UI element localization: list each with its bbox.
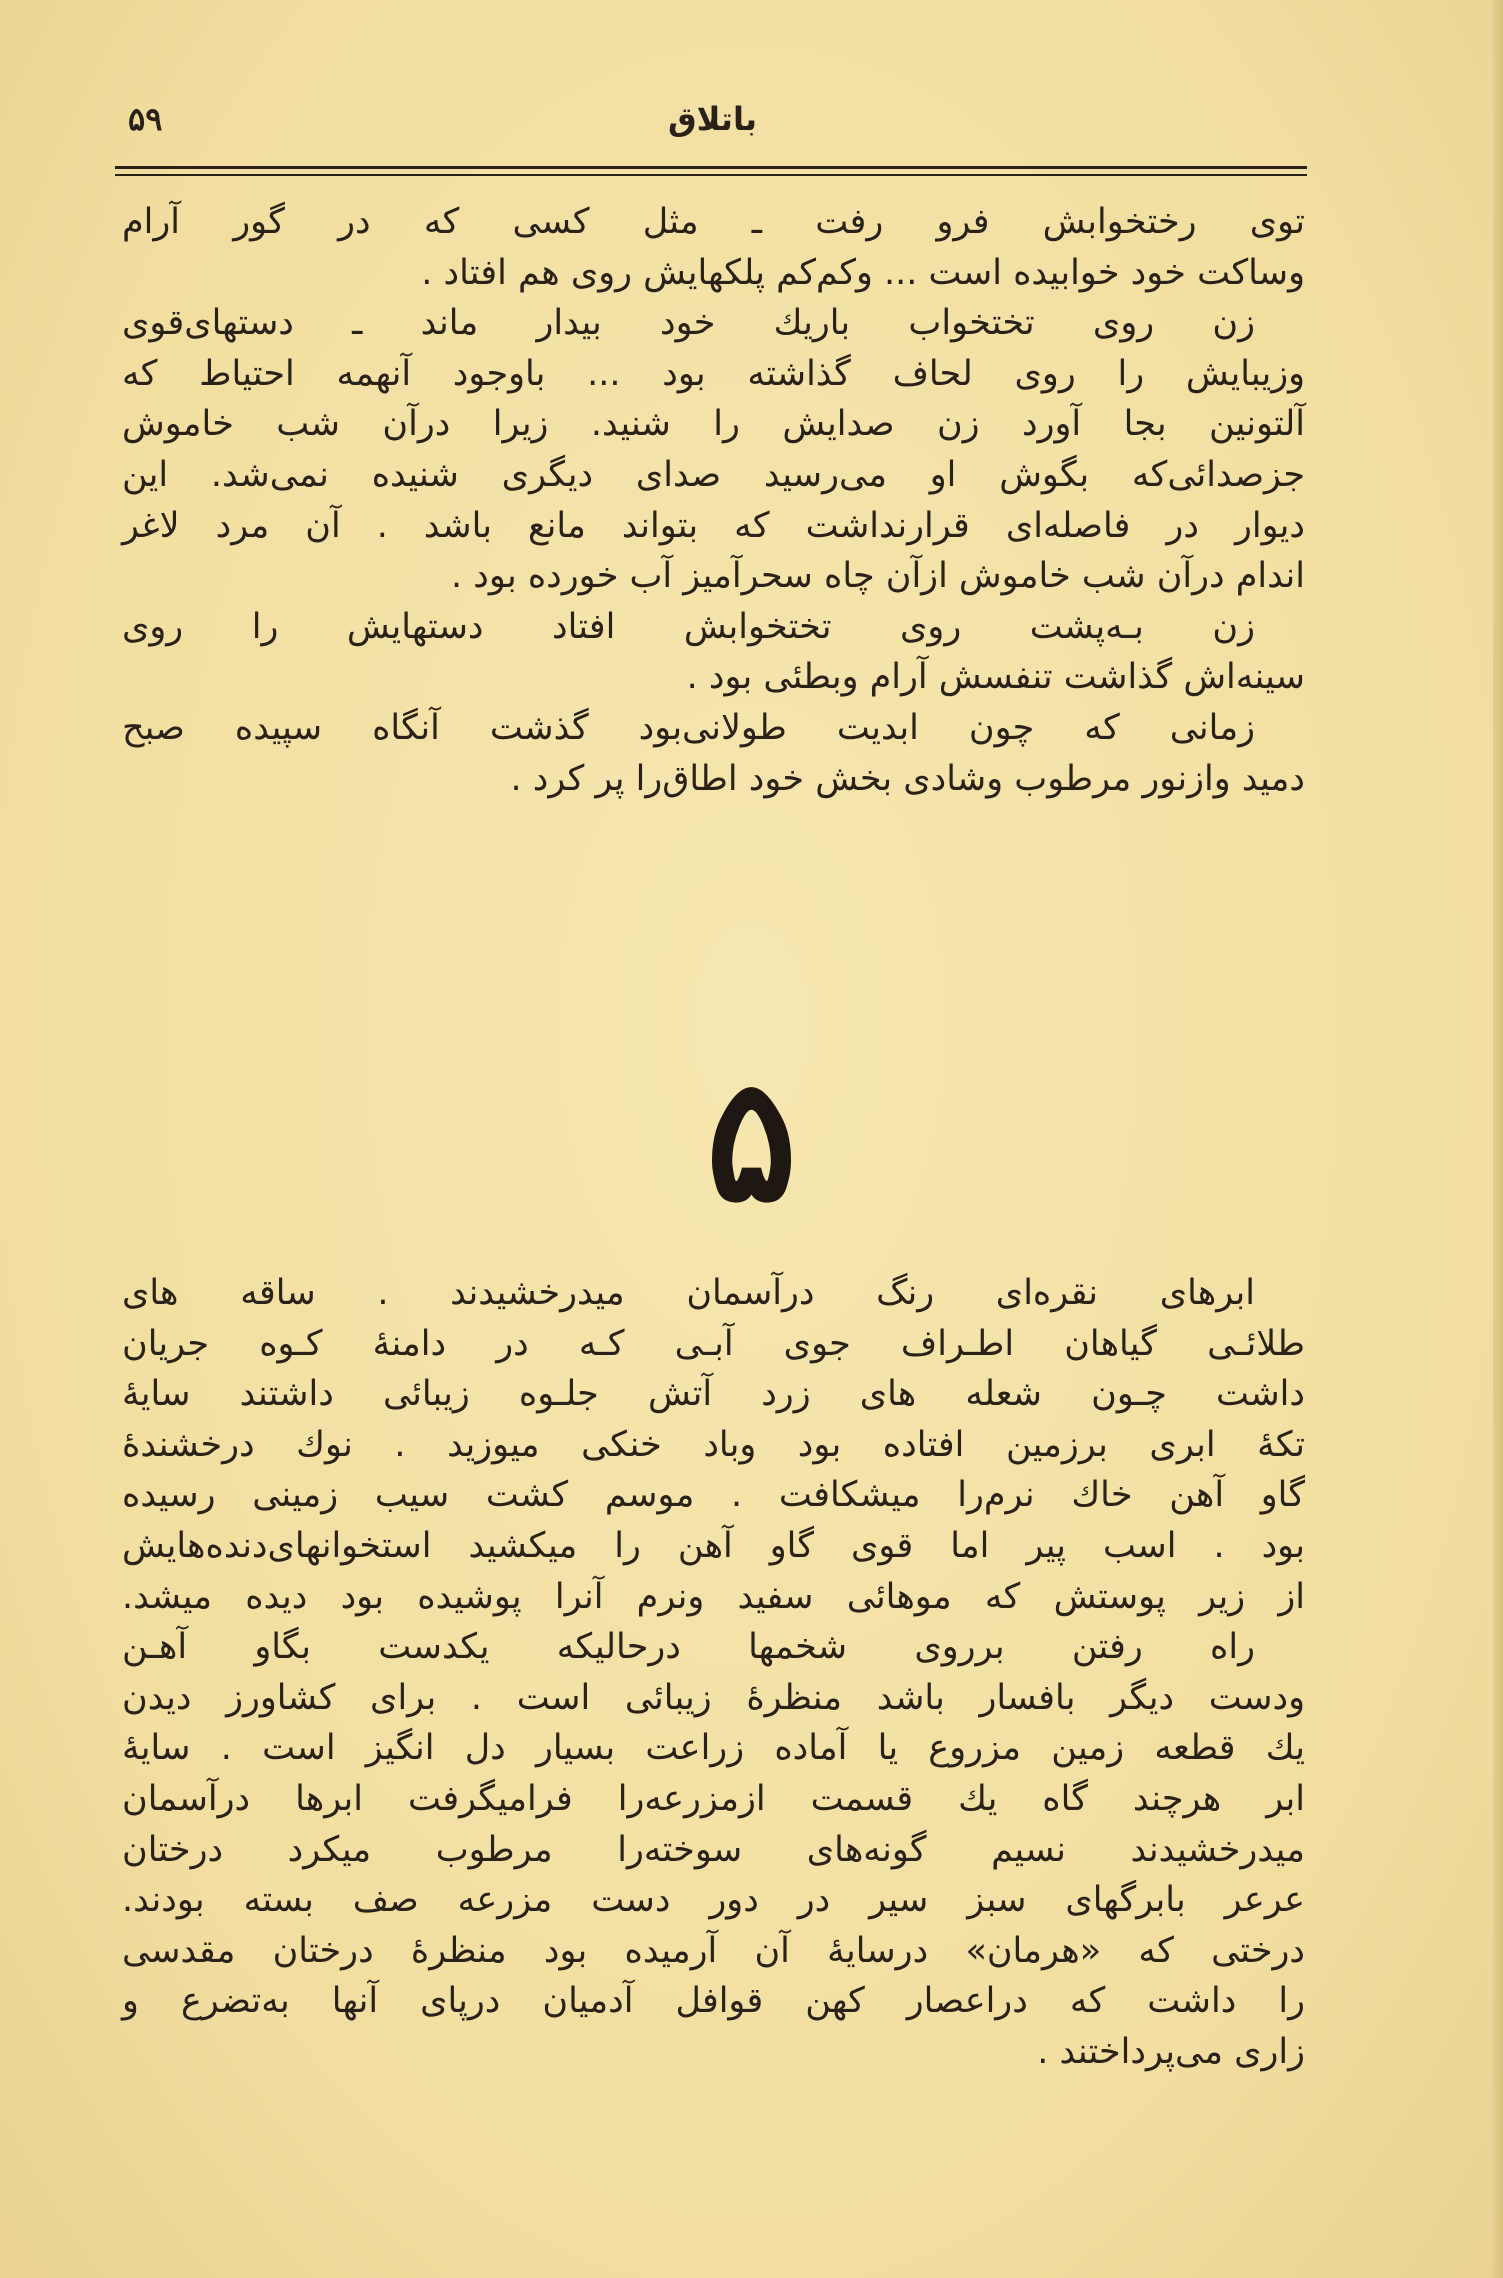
text-line: را داشت که دراعصار کهن قوافل آدمیان درپای آنها به‌تضرع و	[122, 1981, 1305, 2022]
text-line: وساکت خود خوابیده است ... وکم‌کم پلکهایش روی هم افتاد .	[421, 252, 1305, 293]
page-header	[120, 98, 1305, 158]
chapter-number: ۵	[705, 1040, 798, 1240]
text-line: جزصدائی‌که بگوش او می‌رسید صدای دیگری شنیده نمی‌شد. این	[122, 454, 1305, 495]
text-line: ابر هرچند گاه یك قسمت ازمزرعه‌را فرامیگرفت ابرها درآسمان	[122, 1778, 1305, 1819]
text-line: زن بـه‌پشت روی تختخوابش افتاد دستهایش را روی	[122, 606, 1255, 647]
text-line: زاری می‌پرداختند .	[1037, 2031, 1305, 2072]
text-line: گاو آهن خاك نرم‌را میشکافت . موسم کشت سیب زمینی رسیده	[122, 1475, 1305, 1516]
text-line: زن روی تختخواب باریك خود بیدار ماند ـ دستهای‌قوی	[122, 303, 1255, 344]
text-line: توی رختخوابش فرو رفت ـ مثل کسی که در گور آرام	[122, 202, 1305, 242]
text-block-top	[122, 197, 1305, 804]
text-line: اندام درآن شب خاموش ازآن چاه سحرآمیز آب خورده بود .	[451, 556, 1305, 597]
running-title: باتلاق	[668, 100, 757, 138]
text-line: سینه‌اش گذاشت تنفسش آرام وبطئی بود .	[686, 657, 1305, 698]
header-rule-thin	[115, 174, 1307, 176]
text-line: ودست دیگر بافسار باشد منظرهٔ زیبائی است . برای کشاورز دیدن	[122, 1677, 1305, 1718]
page-number: ۵۹	[128, 100, 163, 138]
text-line: زمانی که چون ابدیت طولانی‌بود گذشت آنگاه سپیده صبح	[122, 707, 1255, 748]
text-line: میدرخشیدند نسیم گونه‌های سوخته‌را مرطوب میکرد درختان	[122, 1829, 1305, 1870]
text-line: وزیبایش را روی لحاف گذاشته بود ... باوجود آنهمه احتیاط که	[122, 353, 1305, 394]
text-line: ابرهای نقره‌ای رنگ درآسمان میدرخشیدند . ساقه های	[122, 1273, 1255, 1313]
text-line: آلتونین بجا آورد زن صدایش را شنید. زیرا درآن شب خاموش	[122, 404, 1305, 445]
text-line: بود . اسب پیر اما قوی گاو آهن را میکشید استخوانهای‌دنده‌هایش	[122, 1525, 1305, 1566]
text-line: یك قطعه زمین مزروع یا آماده زراعت بسیار دل انگیز است . سایهٔ	[122, 1728, 1305, 1769]
text-line: از زیر پوستش که موهائی سفید ونرم آنرا پوشیده بود دیده میشد.	[122, 1576, 1305, 1617]
text-block-bottom	[122, 1268, 1305, 2078]
text-line: دمید وازنور مرطوب وشادی بخش خود اطاق‌را پر کرد .	[510, 758, 1305, 799]
text-line: تکهٔ ابری برزمین افتاده بود وباد خنکی میوزید . نوك درخشندهٔ	[122, 1424, 1305, 1465]
text-line: عرعر بابرگهای سبز سیر در دور دست مزرعه صف بسته بودند.	[122, 1880, 1305, 1921]
text-line: داشت چـون شعله های زرد آتش جلـوه زیبائی داشتند سایهٔ	[122, 1374, 1305, 1415]
text-line: راه رفتن برروی شخمها درحالیکه یکدست بگاو آهـن	[122, 1627, 1255, 1668]
text-line: دیوار در فاصله‌ای قرارنداشت که بتواند مانع باشد . آن مرد لاغر	[122, 505, 1305, 546]
text-line: درختی که «هرمان» درسایهٔ آن آرمیده بود منظرهٔ درختان مقدسی	[122, 1930, 1305, 1971]
text-line: طلائـی گیاهان اطـراف جوی آبـی کـه در دامنهٔ کـوه جریان	[122, 1323, 1305, 1364]
header-rule-thick	[115, 166, 1307, 169]
